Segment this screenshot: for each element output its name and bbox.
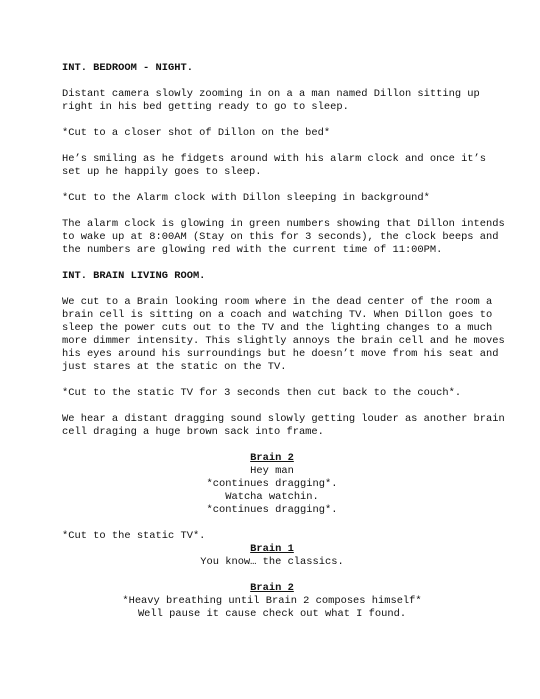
- action-paragraph: *Cut to a closer shot of Dillon on the bed*: [62, 127, 331, 139]
- action-paragraph: We cut to a Brain looking room where in the dead center of the room a brain cell is sitting on a coach and watching TV. When Dillon goes to sleep the power cuts out to the TV and the lighting changes to a much more dimmer intensity. This slightly annoys the brain cell and he moves his eyes around his surroundings but he doesn’t move from his seat and just stares at the static on the TV.: [62, 296, 505, 373]
- dialogue-block: [62, 543, 482, 569]
- action-paragraph: *Cut to the static TV for 3 seconds then cut back to the couch*.: [62, 387, 462, 399]
- dialogue-block: [62, 452, 482, 517]
- character-name: Brain 2: [250, 582, 294, 594]
- dialogue-line: Well pause it cause check out what I found.: [137, 608, 407, 620]
- action-paragraph: The alarm clock is glowing in green numbers showing that Dillon intends to wake up at 8:00AM (Stay on this for 3 seconds), the clock beeps and the numbers are glowing red with the current time of 11:00PM.: [62, 218, 505, 256]
- character-name: Brain 2: [250, 452, 294, 464]
- character-name: Brain 1: [250, 543, 294, 555]
- scene-heading: INT. BEDROOM - NIGHT.: [62, 62, 193, 74]
- dialogue-line: You know… the classics.: [200, 556, 344, 568]
- dialogue-line: *Heavy breathing until Brain 2 composes himself*: [122, 595, 422, 607]
- action-paragraph: Distant camera slowly zooming in on a a man named Dillon sitting up right in his bed getting ready to go to sleep.: [62, 88, 480, 113]
- dialogue-line: *continues dragging*.: [206, 478, 338, 490]
- scene-heading: INT. BRAIN LIVING ROOM.: [62, 270, 206, 282]
- action-paragraph: We hear a distant dragging sound slowly getting louder as another brain cell draging a huge brown sack into frame.: [62, 413, 505, 438]
- action-paragraph: *Cut to the Alarm clock with Dillon sleeping in background*: [62, 192, 430, 204]
- dialogue-block: [62, 582, 482, 621]
- dialogue-line: *continues dragging*.: [206, 504, 338, 516]
- action-paragraph: He’s smiling as he fidgets around with his alarm clock and once it’s set up he happily goes to sleep.: [62, 153, 487, 178]
- action-paragraph: *Cut to the static TV*.: [62, 530, 206, 542]
- dialogue-line: Watcha watchin.: [225, 491, 319, 503]
- dialogue-line: Hey man: [250, 465, 294, 477]
- screenplay-body: [62, 62, 505, 634]
